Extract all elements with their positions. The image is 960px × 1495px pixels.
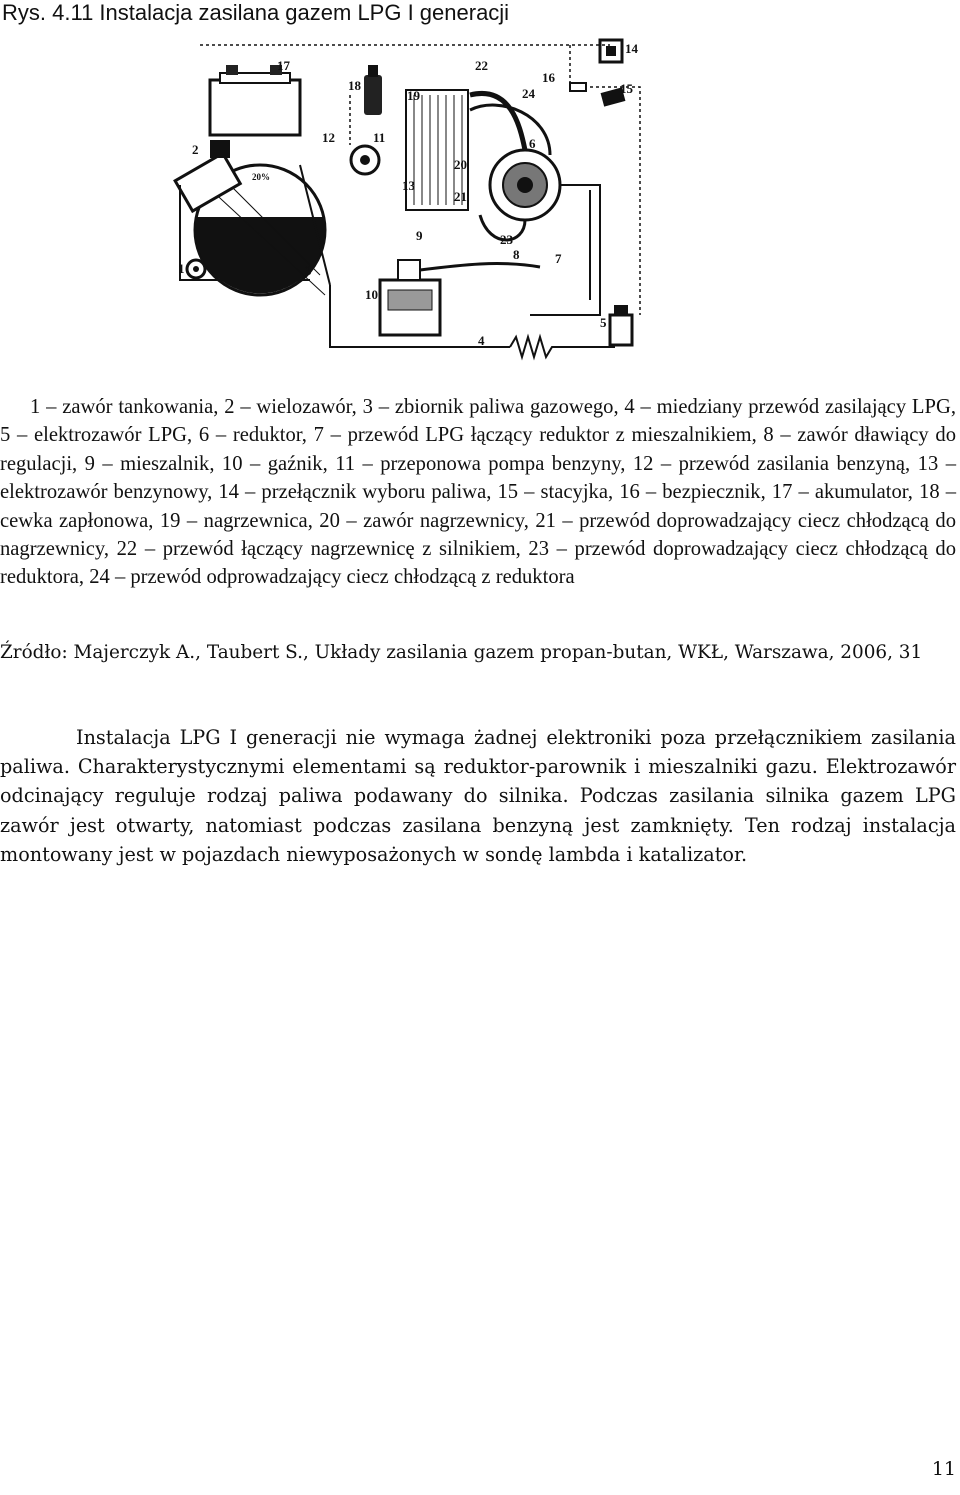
label-20: 20	[454, 157, 467, 172]
reducer	[490, 150, 560, 220]
label-15: 15	[620, 81, 633, 96]
lpg-installation-diagram	[170, 35, 650, 365]
label-9: 9	[416, 228, 423, 243]
label-3: 3	[305, 263, 312, 278]
figure-caption: Rys. 4.11 Instalacja zasilana gazem LPG I generacji	[2, 0, 510, 25]
label-21: 21	[454, 189, 467, 204]
label-13: 13	[402, 178, 415, 193]
fuse	[570, 83, 586, 91]
label-12: 12	[322, 130, 335, 145]
tank-level-label: 20%	[252, 172, 270, 182]
carburetor	[380, 260, 440, 335]
fuel-pump	[351, 146, 379, 174]
label-1: 1	[178, 261, 185, 276]
page-number: 11	[931, 1458, 956, 1480]
label-23: 23	[500, 232, 513, 247]
diagram-svg	[170, 35, 650, 365]
label-7: 7	[555, 251, 562, 266]
label-10: 10	[365, 287, 378, 302]
label-5: 5	[600, 315, 607, 330]
figure-legend: 1 – zawór tankowania, 2 – wielozawór, 3 – zbiornik paliwa gazowego, 4 – miedziany przewód zasilający LPG, 5 – elektrozawór LPG, 6 – reduktor, 7 – przewód LPG łączący reduktor z mieszalnikiem, 8 – zawór dławiący do regulacji, 9 – mieszalnik, 10 – gaźnik, 11 – przeponowa pompa benzyny, 12 – przewód zasilania benzyną, 13 – elektrozawór benzynowy, 14 – przełącznik wyboru paliwa, 15 – stacyjka, 16 – bezpiecznik, 17 – akumulator, 18 – cewka zapłonowa, 19 – nagrzewnica, 20 – zawór nagrzewnicy, 21 – przewód doprowadzający ciecz chłodzącą do nagrzewnicy, 22 – przewód łączący nagrzewnicę z silnikiem, 23 – przewód doprowadzający ciecz chłodzącą do reduktora, 24 – przewód odprowadzający ciecz chłodzącą z reduktora	[0, 396, 956, 589]
battery	[210, 65, 300, 135]
filling-valve	[187, 260, 205, 278]
label-4: 4	[478, 333, 485, 348]
label-11: 11	[373, 130, 386, 145]
label-22: 22	[475, 58, 488, 73]
label-6: 6	[529, 136, 536, 151]
label-24: 24	[522, 86, 535, 101]
label-14: 14	[625, 41, 638, 56]
label-18: 18	[348, 78, 361, 93]
label-19: 19	[407, 88, 420, 103]
label-2: 2	[192, 142, 199, 157]
lpg-solenoid	[610, 305, 632, 345]
label-8: 8	[513, 247, 520, 262]
label-17: 17	[277, 58, 290, 73]
source-citation: Źródło: Majerczyk A., Taubert S., Układy zasilania gazem propan-butan, WKŁ, Warszawa, 2006, 31	[0, 642, 923, 663]
body-paragraph: Instalacja LPG I generacji nie wymaga żadnej elektroniki poza przełącznikiem zasilania paliwa. Charakterystycznymi elementami są reduktor-parownik i mieszalniki gazu. Elektrozawór odcinający reguluje rodzaj paliwa podawany do silnika. Podczas zasilania silnika gazem LPG zawór jest otwarty, natomiast podczas zasilana benzyną jest zamknięty. Ten rodzaj instalacja montowany jest w pojazdach niewyposażonych w sondę lambda i katalizator.	[0, 726, 956, 866]
fuel-selector-switch	[600, 40, 622, 62]
ignition-coil	[364, 65, 382, 115]
label-16: 16	[542, 70, 555, 85]
